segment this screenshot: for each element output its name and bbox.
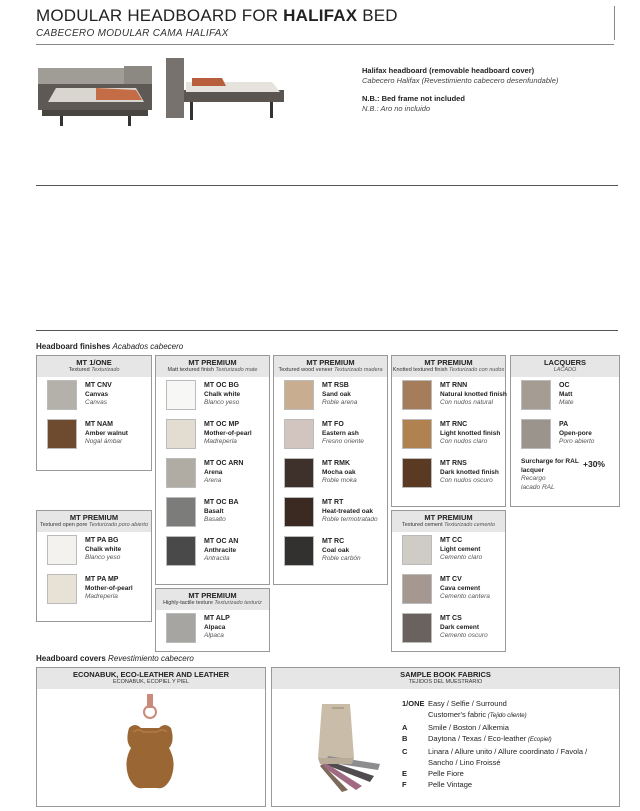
finish-swatch [284, 380, 314, 410]
finish-swatch [166, 613, 196, 643]
finish-group [273, 355, 388, 585]
finish-group [391, 510, 506, 652]
finish-group-title: MT PREMIUM [424, 358, 473, 367]
fabric-sample-book-icon [292, 694, 392, 794]
finish-group [155, 588, 270, 652]
finish-group-subtitle: Textured Texturizado [68, 367, 120, 373]
finish-group-header [392, 356, 505, 377]
finish-swatch [166, 497, 196, 527]
finish-swatch [166, 380, 196, 410]
finish-group-subtitle: Knotted textured finish Texturizado con nudos [392, 367, 505, 373]
fabric-row: A Smile / Boston / Alkemia [402, 723, 509, 732]
finish-swatch [284, 419, 314, 449]
finish-group [36, 355, 152, 471]
finish-swatch [47, 574, 77, 604]
fabric-row: C Linara / Allure unito / Allure coordinato / Favola / [402, 747, 588, 756]
fabrics-header: SAMPLE BOOK FABRICS TEJIDOS DEL MUESTRARIO [272, 668, 619, 689]
finish-group [391, 355, 506, 507]
finish-group-subtitle: Textured wood veneer Texturizado madera [278, 367, 383, 373]
finish-swatch [521, 380, 551, 410]
finish-group-subtitle: Matt textured finish Texturizado mate [167, 367, 258, 373]
finish-group-title: MT PREMIUM [188, 358, 237, 367]
fabric-row: Customer's fabric (Tejido cliente) [428, 710, 527, 719]
finish-swatch [402, 458, 432, 488]
finish-swatch [284, 497, 314, 527]
finish-label: MT OC ARN Arena Arena [204, 460, 244, 484]
finish-group [36, 510, 152, 622]
finish-swatch [284, 536, 314, 566]
section-rule [36, 330, 618, 331]
finish-swatch [521, 419, 551, 449]
finish-label: MT CV Cava cement Cemento cantera [440, 576, 490, 600]
bed-side-image [162, 56, 286, 126]
finish-group-title: MT PREMIUM [188, 591, 237, 600]
finish-swatch [47, 419, 77, 449]
finish-label: MT PA MP Mother-of-pearl Madreperla [85, 576, 133, 600]
fabric-row: 1/ONE Easy / Selfie / Surround [402, 699, 507, 708]
fabric-row: F Pelle Vintage [402, 780, 473, 789]
finish-group-title: LACQUERS [543, 358, 587, 367]
finish-label: MT FO Eastern ash Fresno oriente [322, 421, 364, 445]
finish-label: MT PA BG Chalk white Blanco yeso [85, 537, 122, 561]
finish-swatch [166, 419, 196, 449]
product-info: Halifax headboard (removable headboard cover) Cabecero Halifax (Revestimiento cabecero desenfundable) N.B.: Bed frame not included N.B.: Aro no incluido [362, 66, 559, 113]
title-rule [36, 44, 614, 45]
finish-label: PA Open-pore Poro abierto [559, 421, 595, 445]
fabric-row: Sancho / Lino Froissé [428, 758, 501, 767]
bed-front-image [36, 60, 154, 126]
surcharge-note: Surcharge for RAL lacquer Recargo lacado RAL [521, 458, 579, 491]
finish-swatch [166, 458, 196, 488]
finish-swatch [402, 419, 432, 449]
section-rule [36, 185, 618, 186]
covers-heading: Headboard covers Revestimiento cabecero [36, 654, 194, 663]
finish-swatch [402, 613, 432, 643]
finish-label: MT RC Coal oak Roble carbón [322, 538, 361, 562]
finish-label: MT RT Heat-treated oak Roble termotratado [322, 499, 378, 523]
finish-swatch [402, 380, 432, 410]
finish-label: MT ALP Alpaca Alpaca [204, 615, 230, 639]
finish-label: MT RNC Light knotted finish Con nudos claro [440, 421, 501, 445]
finish-group-header [392, 511, 505, 532]
finish-swatch [47, 380, 77, 410]
surcharge-value: +30% [583, 459, 605, 469]
finish-group-title: MT PREMIUM [424, 513, 473, 522]
title-divider [614, 6, 615, 40]
finish-label: MT OC MP Mother-of-pearl Madreperla [204, 421, 252, 445]
finish-label: MT RNS Dark knotted finish Con nudos oscuro [440, 460, 499, 484]
finish-label: MT OC BA Basalt Basalto [204, 499, 239, 523]
page-title: MODULAR HEADBOARD FOR HALIFAX BED [36, 6, 398, 25]
finish-label: MT NAM Amber walnut Nogal ámbar [85, 421, 128, 445]
finish-label: MT CNV Canvas Canvas [85, 382, 112, 406]
finish-group-title: MT 1/ONE [76, 358, 112, 367]
finish-label: MT CC Light cement Cemento claro [440, 537, 483, 561]
finish-swatch [402, 574, 432, 604]
leather-hide-icon [117, 692, 183, 800]
finish-swatch [166, 536, 196, 566]
finish-group-header [156, 356, 269, 377]
finish-label: MT RNN Natural knotted finish Con nudos natural [440, 382, 507, 406]
finish-group-subtitle: Textured cement Texturizado cemento [401, 522, 496, 528]
finish-swatch [47, 535, 77, 565]
fabrics-box [271, 667, 620, 807]
finish-group-header [511, 356, 619, 377]
finish-label: OC Matt Mate [559, 382, 574, 406]
finish-group-title: MT PREMIUM [69, 513, 119, 522]
leather-header: ECONABUK, ECO-LEATHER AND LEATHER ECONABUK, ECOPIEL Y PIEL [37, 668, 265, 689]
fabric-list [402, 698, 587, 790]
finish-group-header [37, 511, 151, 532]
finish-group [510, 355, 620, 507]
leather-box [36, 667, 266, 807]
finish-group-subtitle: LACADO [553, 367, 577, 373]
finish-label: MT RMK Mocha oak Roble moka [322, 460, 357, 484]
finish-group-subtitle: Highly-tactile texture Texturizado texturiz [163, 600, 262, 606]
finish-group [155, 355, 270, 585]
finish-label: MT OC AN Anthracite Antracita [204, 538, 239, 562]
fabric-row: E Pelle Fiore [402, 769, 464, 778]
finish-label: MT RSB Sand oak Roble arena [322, 382, 358, 406]
page-subtitle: CABECERO MODULAR CAMA HALIFAX [36, 28, 229, 39]
finish-group-title: MT PREMIUM [306, 358, 355, 367]
finish-label: MT CS Dark cement Cemento oscuro [440, 615, 488, 639]
fabric-row: B Daytona / Texas / Eco-leather (Ecopiel) [402, 734, 552, 743]
finish-swatch [284, 458, 314, 488]
finish-label: MT OC BG Chalk white Blanco yeso [204, 382, 241, 406]
finish-group-subtitle: Textured open pore Texturizado poro abierto [39, 522, 149, 528]
finish-group-header [37, 356, 151, 377]
finishes-heading: Headboard finishes Acabados cabecero [36, 342, 184, 351]
finish-group-header [274, 356, 387, 377]
finish-group-header [156, 589, 269, 610]
finish-swatch [402, 535, 432, 565]
